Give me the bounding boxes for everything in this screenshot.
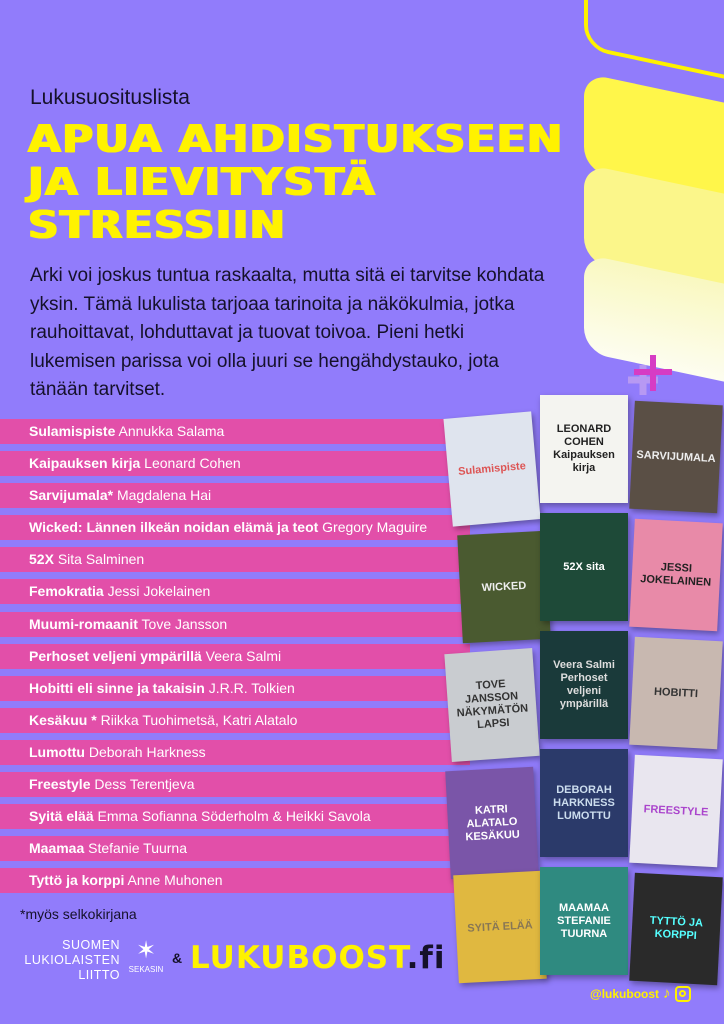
book-title: Perhoset veljeni ympärillä xyxy=(29,647,202,664)
footnote: *myös selkokirjana xyxy=(20,906,137,922)
title-line: APUA AHDISTUKSEEN xyxy=(28,117,564,161)
social-handle[interactable] xyxy=(590,985,691,1002)
book-title: Sulamispiste xyxy=(29,423,116,439)
book-title: Kaipauksen kirja xyxy=(29,455,141,472)
book-list-item xyxy=(0,644,470,669)
book-author: Stefanie Tuurna xyxy=(88,840,188,857)
book-title: Maamaa xyxy=(29,840,85,857)
book-cover: KATRI ALATALO KESÄKUU xyxy=(445,767,539,879)
book-title: Femokratia xyxy=(29,583,104,600)
book-cover: 52X sita xyxy=(540,513,628,621)
tiktok-icon[interactable]: ♪ xyxy=(663,985,671,1002)
book-cover: LEONARD COHEN Kaipauksen kirja xyxy=(540,395,628,503)
book-author: Annukka Salama xyxy=(118,423,225,439)
book-title: Wicked: Lännen ilkeän noidan elämä ja teot xyxy=(29,519,319,536)
book-cover: TOVE JANSSON NÄKYMÄTÖN LAPSI xyxy=(444,648,539,762)
subtitle: Lukusuosituslista xyxy=(30,86,190,109)
book-list-item xyxy=(0,579,470,604)
book-cover: Sulamispiste xyxy=(443,411,540,526)
title-line: STRESSIIN xyxy=(28,203,287,247)
sekasin-logo: ✶ SEKASIN xyxy=(126,936,166,982)
book-list-item xyxy=(0,419,470,444)
book-list-item xyxy=(0,451,470,476)
book-author: Tove Jansson xyxy=(141,615,228,632)
book-title: Muumi-romaanit xyxy=(29,615,138,632)
deco-stripe-outline xyxy=(584,0,724,87)
book-title: Kesäkuu * xyxy=(29,711,97,728)
social-text: @lukuboost xyxy=(590,986,660,1001)
instagram-icon[interactable] xyxy=(675,986,691,1002)
plus-icon xyxy=(618,350,674,398)
book-author: Leonard Cohen xyxy=(144,455,241,472)
book-cover: FREESTYLE xyxy=(629,755,723,867)
book-list-item xyxy=(0,515,470,540)
brand-main: LUKUBOOST xyxy=(190,940,407,976)
book-covers xyxy=(448,395,724,960)
book-cover: SARVIJUMALA xyxy=(629,401,723,513)
book-list-item xyxy=(0,612,470,637)
book-list-item xyxy=(0,836,470,861)
book-cover: WICKED xyxy=(457,531,551,643)
book-cover: HOBITTI xyxy=(629,637,723,749)
lukuboost-logo[interactable] xyxy=(190,940,445,976)
book-cover: Veera Salmi Perhoset veljeni ympärillä xyxy=(540,631,628,739)
book-list-item xyxy=(0,740,470,765)
book-title: Lumottu xyxy=(29,743,85,760)
book-title: Syitä elää xyxy=(29,808,94,825)
book-title: Hobitti eli sinne ja takaisin xyxy=(29,679,205,696)
book-author: Veera Salmi xyxy=(205,647,282,664)
intro-text: Arki voi joskus tuntua raskaalta, mutta sitä ei tarvitse kohdata yksin. Tämä lukulista tarjoaa tarinoita ja näkökulmia, jotka rauhoittavat, lohduttavat ja tuovat toivoa. Pieni hetki lukemisen parissa voi olla juuri se hengähdystauko, jota tänään tarvitset. xyxy=(30,265,545,400)
book-title: Sarvijumala* xyxy=(29,487,114,504)
book-author: Gregory Maguire xyxy=(322,519,428,536)
book-author: Deborah Harkness xyxy=(88,743,206,760)
book-author: Jessi Jokelainen xyxy=(107,583,211,600)
book-author: Anne Muhonen xyxy=(127,872,223,889)
book-cover: JESSI JOKELAINEN xyxy=(629,519,723,631)
title-line: JA LIEVITYSTÄ xyxy=(28,160,377,204)
ampersand: & xyxy=(172,950,183,966)
book-list-item xyxy=(0,868,470,893)
sll-logo: SUOMEN LUKIOLAISTEN LIITTO xyxy=(24,938,120,982)
book-author: Dess Terentjeva xyxy=(94,776,195,793)
book-list-item xyxy=(0,547,470,572)
book-title: 52X xyxy=(29,551,54,568)
page-title xyxy=(28,118,564,247)
book-author: Emma Sofianna Söderholm & Heikki Savola xyxy=(97,808,371,825)
book-title: Tyttö ja korppi xyxy=(29,872,125,889)
book-cover: SYITÄ ELÄÄ xyxy=(453,871,547,983)
book-cover: DEBORAH HARKNESS LUMOTTU xyxy=(540,749,628,857)
book-cover: MAAMAA STEFANIE TUURNA xyxy=(540,867,628,975)
book-list-item xyxy=(0,772,470,797)
book-list-item xyxy=(0,483,470,508)
brand-tld: .fi xyxy=(406,940,446,976)
book-author: Magdalena Hai xyxy=(116,487,212,504)
book-author: Sita Salminen xyxy=(57,551,145,568)
book-list-item xyxy=(0,804,470,829)
sekasin-label: SEKASIN xyxy=(128,965,164,974)
book-list xyxy=(0,419,470,900)
book-cover: TYTTÖ JA KORPPI xyxy=(629,873,723,985)
book-author: J.R.R. Tolkien xyxy=(208,679,295,696)
book-title: Freestyle xyxy=(29,776,91,793)
book-list-item xyxy=(0,676,470,701)
book-author: Riikka Tuohimetsä, Katri Alatalo xyxy=(100,711,298,728)
book-list-item xyxy=(0,708,470,733)
